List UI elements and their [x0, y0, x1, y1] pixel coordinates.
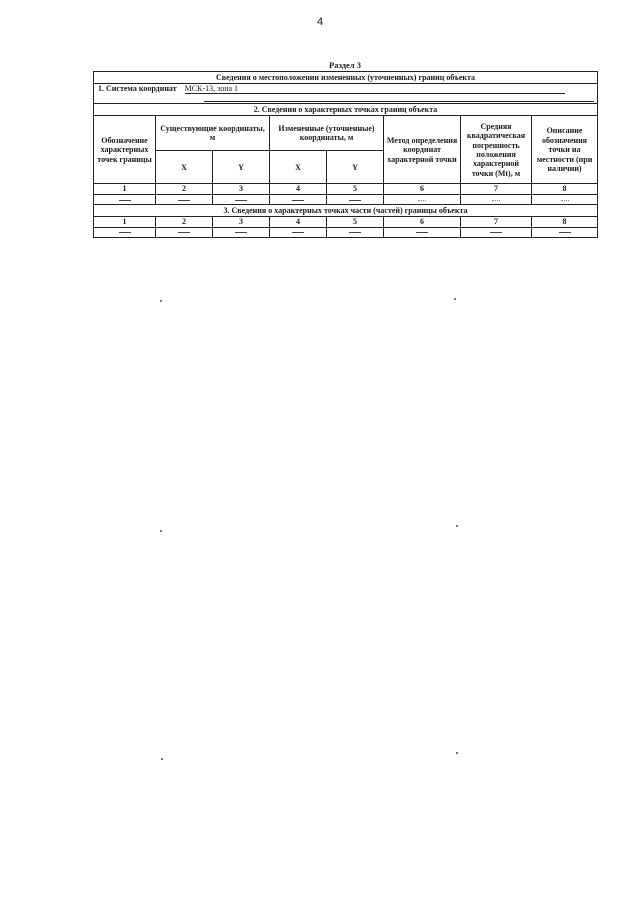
- dash-mark: [559, 232, 571, 233]
- column-number: 4: [270, 217, 327, 227]
- column-number: 8: [532, 217, 598, 227]
- section-title: Раздел 3: [329, 60, 361, 70]
- col-method-header: Метод определения координат характерной точки: [384, 116, 461, 184]
- block3-column-numbers: [94, 217, 598, 227]
- scan-speck: [161, 758, 163, 760]
- existing-x-header: X: [156, 151, 213, 184]
- dash-mark: [349, 232, 361, 233]
- column-number: 8: [532, 184, 598, 194]
- dash-mark: [235, 200, 247, 201]
- col-existing-header: Существующие координаты, м: [156, 116, 270, 151]
- column-number: 6: [384, 184, 461, 194]
- col-designation-header: Обозначение характерных точек границы: [94, 116, 156, 184]
- column-number: 3: [213, 217, 270, 227]
- boundary-info-table: [93, 71, 598, 238]
- column-number: 4: [270, 184, 327, 194]
- col-changed-header: Измененные (уточненные) координаты, м: [270, 116, 384, 151]
- dash-mark: [492, 200, 500, 201]
- block1-title: Сведения о местоположении измененных (уточненных) границ объекта: [94, 72, 598, 84]
- scan-speck: [456, 525, 458, 527]
- col-description-header: Описание обозначения точки на местности (при наличии): [532, 116, 598, 184]
- dash-mark: [178, 232, 190, 233]
- coord-system-underline: [204, 96, 594, 102]
- dash-mark: [119, 200, 131, 201]
- scan-speck: [160, 530, 162, 532]
- scan-speck: [160, 300, 162, 302]
- dash-mark: [418, 200, 426, 201]
- existing-y-header: Y: [213, 151, 270, 184]
- column-number: 6: [384, 217, 461, 227]
- coord-system-label: 1. Система координат: [98, 84, 177, 93]
- block2-header-row: [94, 116, 598, 151]
- scan-speck: [454, 298, 456, 300]
- dash-mark: [178, 200, 190, 201]
- column-number: 1: [94, 217, 156, 227]
- column-number: 3: [213, 184, 270, 194]
- dash-mark: [561, 200, 569, 201]
- changed-x-header: X: [270, 151, 327, 184]
- column-number: 5: [327, 217, 384, 227]
- block3-empty-row: [94, 227, 598, 237]
- column-number: 2: [156, 184, 213, 194]
- dash-mark: [292, 200, 304, 201]
- page-number: 4: [316, 16, 324, 28]
- block3-title: 3. Сведения о характерных точках части (частей) границы объекта: [94, 205, 598, 217]
- block1-title-row: [94, 72, 598, 84]
- dash-mark: [119, 232, 131, 233]
- block2-title-row: [94, 104, 598, 116]
- changed-y-header: Y: [327, 151, 384, 184]
- block2-column-numbers: [94, 184, 598, 194]
- col-error-header: Средняя квадратическая погрешность положения характерной точки (Mt), м: [461, 116, 532, 184]
- column-number: 7: [461, 217, 532, 227]
- block3-title-row: [94, 205, 598, 217]
- block2-empty-row: [94, 194, 598, 204]
- dash-mark: [349, 200, 361, 201]
- dash-mark: [292, 232, 304, 233]
- block2-title: 2. Сведения о характерных точках границ объекта: [94, 104, 598, 116]
- column-number: 1: [94, 184, 156, 194]
- column-number: 2: [156, 217, 213, 227]
- column-number: 5: [327, 184, 384, 194]
- dash-mark: [490, 232, 502, 233]
- coord-system-row: [94, 84, 598, 95]
- coord-system-value: МСК-13, зона 1: [185, 84, 565, 94]
- coord-system-extra-row: [94, 94, 598, 104]
- dash-mark: [235, 232, 247, 233]
- dash-mark: [416, 232, 428, 233]
- scan-speck: [456, 752, 458, 754]
- column-number: 7: [461, 184, 532, 194]
